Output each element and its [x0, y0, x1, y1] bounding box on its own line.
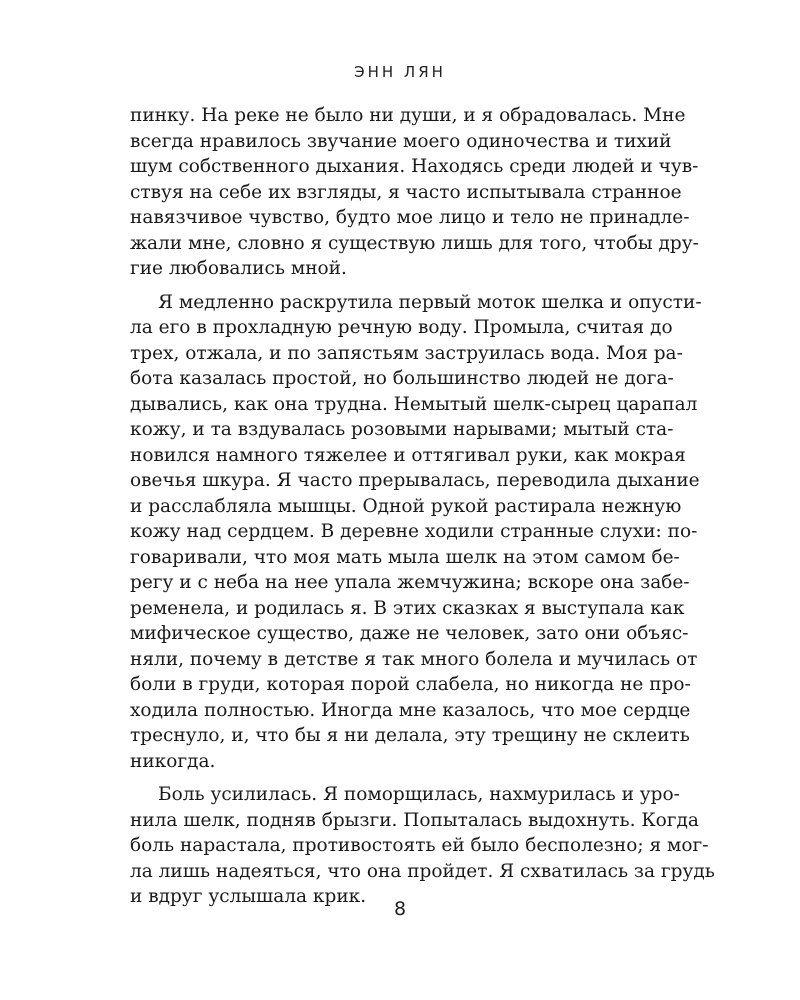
text-line: кожу над сердцем. В деревне ходили странные слухи: по- — [130, 521, 698, 542]
text-line: мифическое существо, даже не человек, зато они объяс- — [130, 623, 689, 644]
text-line: дывались, как она трудна. Немытый шелк-сырец царапал — [130, 393, 698, 415]
text-line: трех, отжала, и по запястьям заструилась вода. Моя ра- — [130, 342, 683, 364]
text-line: ла его в прохладную речную воду. Промыла, считая до — [130, 317, 673, 338]
text-line: боль нарастала, противостоять ей было бесполезно; я мог- — [130, 835, 709, 856]
text-line: ла лишь надеяться, что она пройдет. Я схватилась за грудь — [130, 860, 715, 882]
text-line: боли в груди, которая порой слабела, но никогда не про- — [130, 674, 691, 695]
text-line: навязчивое чувство, будто мое лицо и тело не принадле- — [130, 207, 690, 228]
text-line: говаривали, что моя мать мыла шелк на этом самом бе- — [130, 546, 680, 568]
text-line: овечья шкура. Я часто прерывалась, переводила дыхание — [130, 470, 700, 491]
paragraph — [130, 290, 702, 775]
text-line: няли, почему в детстве я так много болела и мучилась от — [130, 648, 698, 670]
text-line: Боль усилилась. Я поморщилась, нахмурилась и уро- — [158, 784, 680, 805]
text-line: и вдруг услышала крик. — [130, 886, 367, 907]
paragraph — [130, 782, 715, 910]
running-head: ЭНН ЛЯН — [354, 63, 446, 81]
text-line: ходила полностью. Иногда мне казалось, что мое сердце — [130, 699, 691, 721]
text-line: и расслабляла мышцы. Одной рукой растирала нежную — [130, 495, 682, 517]
text-line: всегда нравилось звучание моего одиночества и тихий — [130, 130, 672, 152]
text-line: кожу, и та вздувалась розовыми нарывами; мытый ста- — [130, 419, 674, 440]
text-line: ременела, и родилась я. В этих сказках я выступала как — [130, 597, 685, 619]
text-line: Я медленно раскрутила первый моток шелка и опусти- — [158, 291, 702, 313]
text-line: пинку. На реке не было ни души, и я обрадовалась. Мне — [130, 105, 686, 126]
text-line: ствуя на себе их взгляды, я часто испытывала странное — [130, 181, 682, 203]
paragraph — [130, 103, 699, 282]
text-line: никогда. — [130, 750, 216, 772]
text-line: нила шелк, подняв брызги. Попыталась выдохнуть. Когда — [130, 809, 699, 831]
body-text — [130, 103, 715, 918]
text-line: жали мне, словно я существую лишь для того, чтобы дру- — [130, 232, 699, 254]
text-line: треснуло, и, что бы я ни делала, эту трещину не склеить — [130, 725, 690, 746]
text-line: гие любовались мной. — [130, 258, 347, 279]
text-line: новился намного тяжелее и оттягивал руки, как мокрая — [130, 444, 686, 466]
text-line: шум собственного дыхания. Находясь среди людей и чув- — [130, 156, 699, 177]
text-line: бота казалась простой, но большинство людей не дога- — [130, 368, 674, 389]
page-number: 8 — [393, 898, 407, 920]
text-line: регу и с неба на нее упала жемчужина; вскоре она забе- — [130, 572, 690, 593]
